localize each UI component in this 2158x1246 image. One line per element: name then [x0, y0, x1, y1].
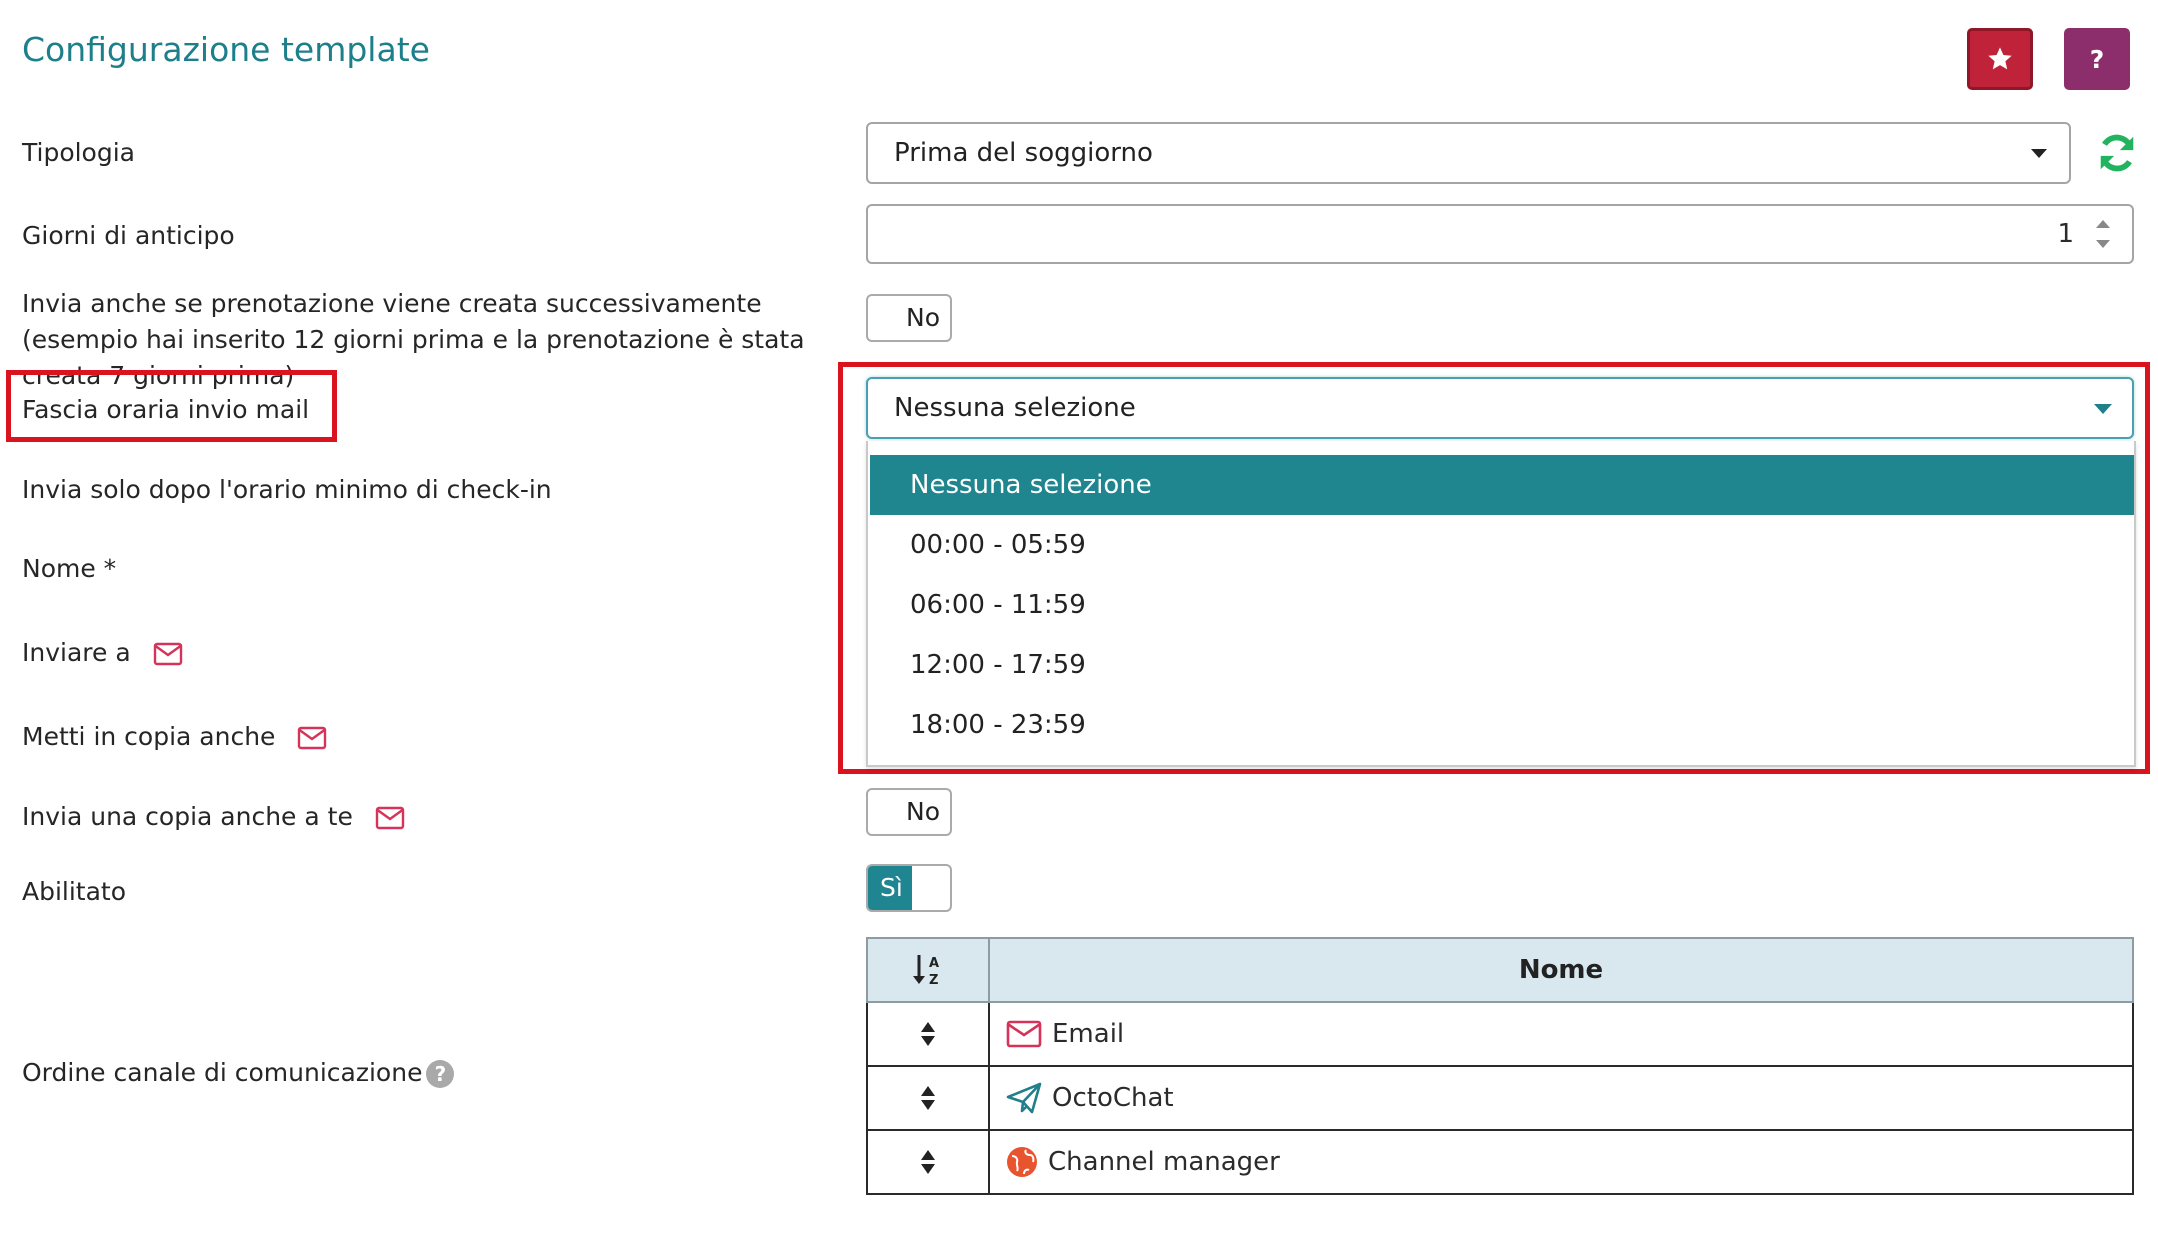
drag-handle[interactable]	[868, 1020, 988, 1048]
envelope-icon	[1006, 1020, 1042, 1048]
svg-text:Z: Z	[929, 973, 939, 988]
giorni-value: 1	[2057, 219, 2074, 249]
giorni-label: Giorni di anticipo	[22, 221, 235, 250]
star-icon	[1986, 45, 2014, 73]
fascia-option[interactable]: 06:00 - 11:59	[910, 590, 1086, 620]
table-header-row	[867, 938, 2133, 1002]
globe-icon	[1006, 1146, 1038, 1178]
toggle-state: Sì	[880, 873, 903, 902]
toggle-state: No	[906, 797, 940, 826]
help-button[interactable]: ?	[2064, 28, 2130, 90]
spin-down-icon[interactable]	[2096, 240, 2110, 248]
paper-plane-icon	[1006, 1082, 1042, 1114]
envelope-icon[interactable]	[297, 726, 327, 750]
giorni-input[interactable]	[866, 204, 2134, 264]
chevron-down-icon	[2031, 149, 2047, 158]
invia-solo-label: Invia solo dopo l'orario minimo di check-in	[22, 475, 552, 504]
fascia-option[interactable]: Nessuna selezione	[870, 455, 2134, 515]
invia-copia-text: Invia una copia anche a te	[22, 802, 353, 831]
inviare-a-label	[22, 635, 183, 671]
ordine-text: Ordine canale di comunicazione	[22, 1058, 423, 1087]
invia-anche-toggle[interactable]	[866, 294, 952, 342]
envelope-icon[interactable]	[153, 642, 183, 666]
chevron-down-icon	[2094, 404, 2112, 414]
invia-anche-label: Invia anche se prenotazione viene creata successivamente (esempio hai inserito 12 giorni prima e la prenotazione è stata creata 7 giorni prima)	[22, 289, 805, 390]
channel-name: OctoChat	[1052, 1083, 1174, 1113]
fascia-value: Nessuna selezione	[894, 393, 1136, 423]
toggle-state: No	[906, 303, 940, 332]
fascia-dropdown-menu	[866, 441, 2136, 767]
envelope-icon[interactable]	[375, 806, 405, 830]
sort-header[interactable]	[867, 938, 989, 1002]
invia-copia-label	[22, 799, 405, 835]
metti-in-copia-text: Metti in copia anche	[22, 722, 276, 751]
drag-handle[interactable]	[868, 1148, 988, 1176]
spin-up-icon[interactable]	[2096, 220, 2110, 228]
refresh-icon[interactable]	[2094, 130, 2140, 176]
invia-copia-toggle[interactable]	[866, 788, 952, 836]
table-row[interactable]	[867, 1066, 2133, 1130]
inviare-a-text: Inviare a	[22, 638, 131, 667]
channel-order-table	[866, 937, 2134, 1195]
fascia-option[interactable]: 18:00 - 23:59	[910, 710, 1086, 740]
svg-text:A: A	[929, 956, 940, 971]
favorite-button[interactable]	[1967, 28, 2033, 90]
abilitato-toggle[interactable]	[866, 864, 952, 912]
channel-name: Channel manager	[1048, 1147, 1280, 1177]
table-row[interactable]	[867, 1130, 2133, 1194]
page-title: Configurazione template	[22, 30, 430, 69]
channel-name: Email	[1052, 1019, 1125, 1049]
sort-icon	[919, 1084, 937, 1112]
fascia-select[interactable]	[866, 377, 2134, 439]
sort-alpha-down-icon	[911, 952, 945, 988]
fascia-option[interactable]: 00:00 - 05:59	[910, 530, 1086, 560]
tipologia-select[interactable]	[866, 122, 2071, 184]
name-header: Nome	[989, 938, 2133, 1002]
tipologia-label: Tipologia	[22, 138, 135, 167]
table-row[interactable]	[867, 1002, 2133, 1066]
sort-icon	[919, 1020, 937, 1048]
help-icon[interactable]: ?	[426, 1060, 454, 1088]
fascia-label: Fascia oraria invio mail	[22, 395, 310, 424]
drag-handle[interactable]	[868, 1084, 988, 1112]
nome-label: Nome *	[22, 554, 117, 583]
fascia-option[interactable]: 12:00 - 17:59	[910, 650, 1086, 680]
abilitato-label: Abilitato	[22, 877, 127, 906]
metti-in-copia-label	[22, 719, 327, 755]
sort-icon	[919, 1148, 937, 1176]
tipologia-value: Prima del soggiorno	[894, 138, 1153, 168]
ordine-label	[22, 1055, 454, 1091]
